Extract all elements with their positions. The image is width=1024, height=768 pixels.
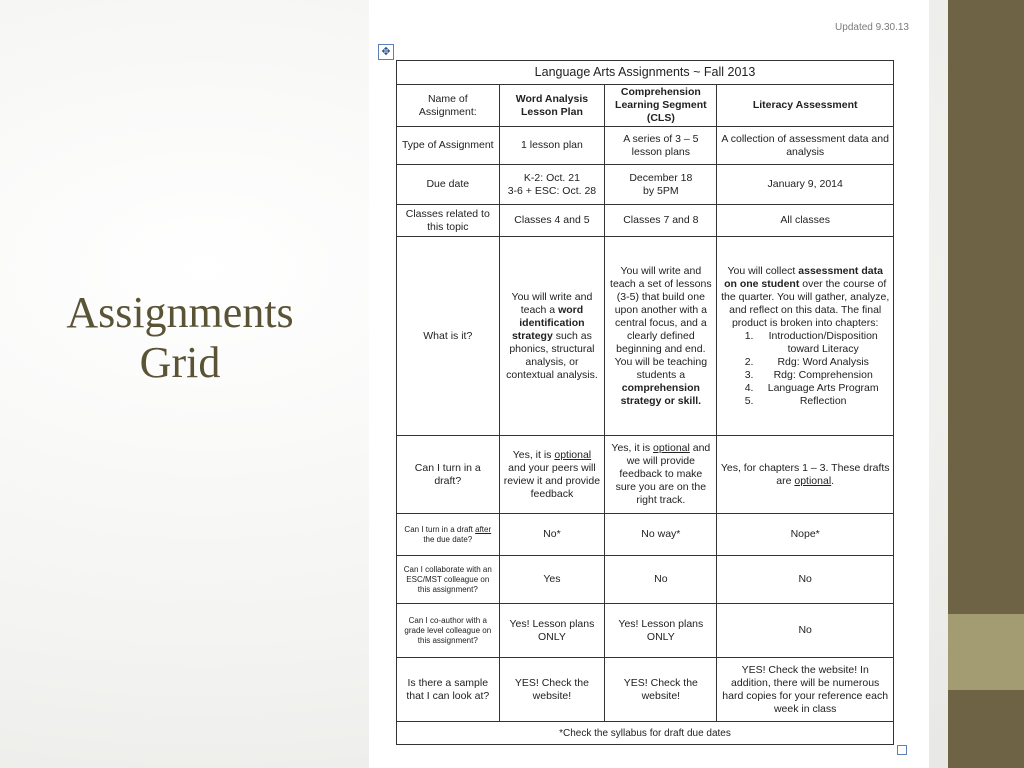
text: such as phonics, structural analysis, or contextual analysis. [506, 329, 598, 381]
table-row [397, 165, 894, 205]
cell: No [717, 604, 894, 658]
list-item: 3. Rdg: Comprehension [756, 369, 890, 382]
text: . [831, 474, 835, 487]
cell: Nope* [717, 514, 894, 556]
cell [717, 436, 894, 514]
cell: YES! Check the website! In addition, there will be numerous hard copies for your reference each week in class [717, 658, 894, 722]
text: You will write and teach a set of lessons (3-5) that build one upon another with a central focus, and a clearly defined beginning and end. You will be teaching students a [610, 264, 712, 381]
cell: No way* [605, 514, 717, 556]
row-label: Classes related to this topic [397, 205, 500, 237]
cell: Yes! Lesson plans ONLY [499, 604, 605, 658]
bold-text: comprehension strategy or skill. [620, 381, 702, 407]
cell-line: December 18 [629, 171, 693, 184]
text: You will collect [727, 264, 799, 277]
text: the due date? [423, 534, 473, 544]
assignments-table [396, 60, 894, 745]
table-resize-handle[interactable] [897, 745, 907, 755]
list-item: 2. Rdg: Word Analysis [756, 356, 890, 369]
cell [605, 237, 717, 436]
cell: January 9, 2014 [717, 165, 894, 205]
cell [605, 436, 717, 514]
cell [499, 436, 605, 514]
row-label: Can I turn in a draft? [397, 436, 500, 514]
table-row [397, 127, 894, 165]
text: You will write and teach a [511, 290, 593, 316]
underlined-text: optional [794, 474, 832, 487]
text: and we will provide feedback to make sure you are on the right track. [615, 442, 711, 506]
bold-text: word identification strategy [511, 303, 585, 342]
row-label: Due date [397, 165, 500, 205]
row-label: Name of Assignment: [397, 85, 500, 127]
table-row [397, 604, 894, 658]
underlined-text: optional [653, 442, 690, 454]
cell [499, 165, 605, 205]
chapter-list [720, 330, 890, 408]
cell-word-analysis-name: Word Analysis Lesson Plan [499, 85, 605, 127]
cell: 1 lesson plan [499, 127, 605, 165]
table-row [397, 556, 894, 604]
cell: Classes 4 and 5 [499, 205, 605, 237]
cell [605, 165, 717, 205]
table-row [397, 658, 894, 722]
text: Yes, it is [611, 442, 654, 454]
cell: Yes! Lesson plans ONLY [605, 604, 717, 658]
text: Yes, it is [512, 448, 555, 461]
cell-cls-name: Comprehension Learning Segment (CLS) [605, 85, 717, 127]
row-label: Can I collaborate with an ESC/MST colleague on this assignment? [397, 556, 500, 604]
text: Yes, for chapters 1 – 3. These drafts are [720, 461, 890, 487]
table-row [397, 205, 894, 237]
cell: YES! Check the website! [605, 658, 717, 722]
cell-line: by 5PM [643, 184, 679, 197]
list-item: 4. Language Arts Program [756, 382, 890, 395]
underlined-text: optional [554, 448, 592, 461]
table-row [397, 85, 894, 127]
embedded-document [369, 0, 929, 768]
table-row [397, 436, 894, 514]
list-item: 1. Introduction/Disposition toward Literacy [756, 330, 890, 356]
decorative-accent-block [948, 614, 1024, 690]
table-footnote-row [397, 722, 894, 745]
cell-literacy-assessment-name: Literacy Assessment [717, 85, 894, 127]
footnote: *Check the syllabus for draft due dates [397, 722, 894, 745]
cell [717, 237, 894, 436]
table-row [397, 514, 894, 556]
cell: YES! Check the website! [499, 658, 605, 722]
cell: All classes [717, 205, 894, 237]
row-label: What is it? [397, 237, 500, 436]
list-item: 5. Reflection [756, 395, 890, 408]
row-label: Type of Assignment [397, 127, 500, 165]
table-row [397, 237, 894, 436]
text: and your peers will review it and provide feedback [503, 461, 601, 500]
cell [499, 237, 605, 436]
slide-title [40, 288, 320, 388]
slide-title-line2: Grid [139, 338, 221, 387]
table-move-handle-icon[interactable]: ✥ [378, 44, 394, 60]
updated-date: Updated 9.30.13 [835, 22, 909, 33]
slide-title-line1: Assignments [66, 288, 294, 337]
cell: A collection of assessment data and analysis [717, 127, 894, 165]
cell: No [717, 556, 894, 604]
cell: A series of 3 – 5 lesson plans [605, 127, 717, 165]
text: Can I turn in a draft [404, 524, 476, 534]
row-label: Is there a sample that I can look at? [397, 658, 500, 722]
bold-text: assessment data on one student [724, 264, 883, 290]
underlined-text: after [475, 524, 492, 534]
cell: Classes 7 and 8 [605, 205, 717, 237]
cell-line: K-2: Oct. 21 [523, 171, 580, 184]
text: over the course of the quarter. You will gather, analyze, and reflect on this data. The final product is broken into chapters: [721, 277, 890, 329]
cell: No [605, 556, 717, 604]
row-label [397, 514, 500, 556]
row-label: Can I co-author with a grade level colleague on this assignment? [397, 604, 500, 658]
cell-line: 3-6 + ESC: Oct. 28 [507, 184, 597, 197]
table-title-row [397, 61, 894, 85]
table-title: Language Arts Assignments ~ Fall 2013 [397, 61, 894, 85]
cell: Yes [499, 556, 605, 604]
cell: No* [499, 514, 605, 556]
